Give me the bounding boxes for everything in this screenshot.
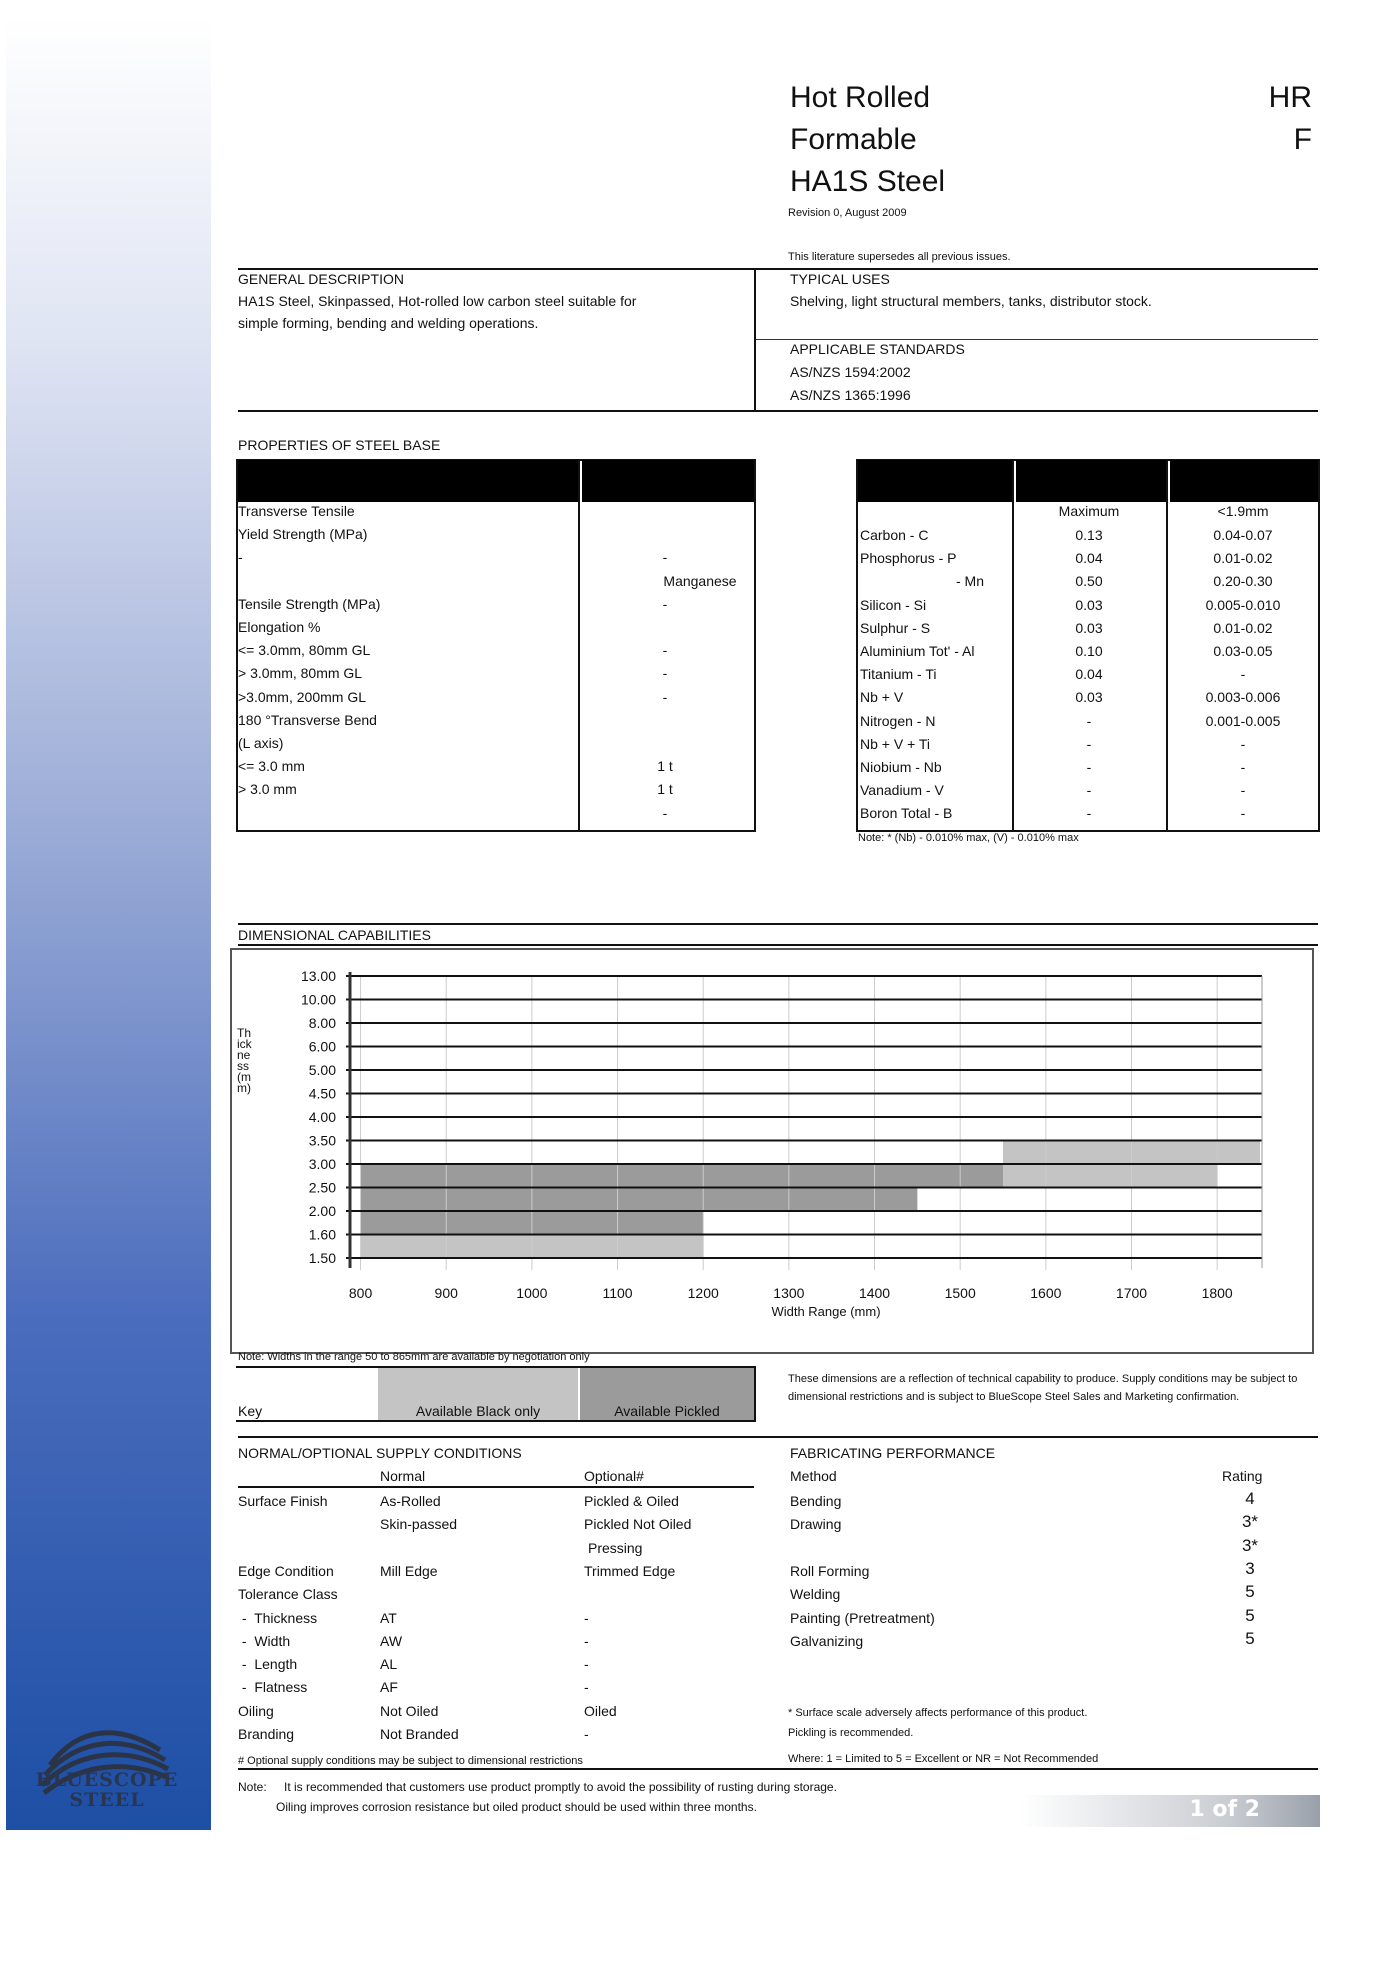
- x-tick-label: 1000: [516, 1285, 548, 1301]
- chem-range: -: [1240, 759, 1246, 775]
- key-black-label: Available Black only: [415, 1403, 541, 1419]
- chem-max: 0.03: [1075, 596, 1103, 613]
- mech-row-label: <= 3.0 mm: [238, 758, 305, 775]
- chem-max: -: [1086, 735, 1092, 752]
- dimensional-disclaimer-2: dimensional restrictions and is subject to BlueScope Steel Sales and Marketing confirmation.: [788, 1391, 1240, 1403]
- uses-heading: TYPICAL USES: [790, 271, 890, 287]
- chem-range: 0.01-0.02: [1213, 550, 1273, 567]
- fabricating-method: Painting (Pretreatment): [790, 1609, 935, 1626]
- chem-element: Boron Total - B: [860, 805, 953, 822]
- x-tick-label: 1700: [1115, 1285, 1148, 1301]
- divider: [754, 268, 756, 412]
- chem-max: 0.03: [1075, 689, 1103, 706]
- supply-heading: NORMAL/OPTIONAL SUPPLY CONDITIONS: [238, 1445, 522, 1461]
- fabricating-method: Welding: [790, 1586, 841, 1603]
- title-line-3: HA1S Steel: [790, 165, 946, 198]
- supply-row-optional: Oiled: [584, 1702, 617, 1719]
- table-border: [754, 460, 756, 832]
- chem-element: Sulphur - S: [860, 619, 931, 636]
- supply-row-optional: -: [584, 1632, 589, 1649]
- fabricating-rating: 4: [1245, 1489, 1255, 1508]
- mech-row-value: 1 t: [657, 781, 673, 798]
- table-border: [856, 460, 858, 832]
- logo-wordmark: BLUESCOPE STEEL: [35, 1769, 179, 1811]
- general-text-2: simple forming, bending and welding operations.: [238, 315, 539, 331]
- mech-row-label: Transverse Tensile: [238, 503, 355, 519]
- dimensional-chart: [232, 950, 1312, 1350]
- x-tick-label: 900: [434, 1285, 458, 1301]
- table-border: [1318, 460, 1320, 832]
- fabricating-method: Drawing: [790, 1516, 842, 1533]
- chem-max: 0.13: [1075, 527, 1103, 543]
- chart-y-axis-label: Thickness (mm): [237, 1026, 252, 1095]
- chem-element: Nb + V: [860, 689, 904, 706]
- mech-row-value: -: [662, 665, 668, 682]
- x-tick-label: 1400: [858, 1285, 891, 1301]
- mech-row-label: 180 °Transverse Bend: [238, 711, 377, 728]
- supply-row-optional: Pressing: [588, 1539, 643, 1556]
- footer-note-label: Note:: [238, 1780, 267, 1794]
- fabricating-note-2: Pickling is recommended.: [788, 1727, 914, 1739]
- y-tick-label: 2.00: [308, 1203, 336, 1219]
- mech-row-label: > 3.0 mm: [238, 781, 297, 798]
- supply-row-optional: Pickled & Oiled: [584, 1493, 679, 1509]
- chem-range: 0.01-0.02: [1213, 619, 1273, 636]
- fabricating-rating: 3*: [1241, 1535, 1259, 1555]
- chem-note: Note: * (Nb) - 0.010% max, (V) - 0.010% max: [858, 832, 1079, 844]
- divider: [238, 1486, 754, 1488]
- table-border: [578, 460, 580, 832]
- capability-region: [1003, 1164, 1217, 1188]
- divider: [238, 410, 1318, 412]
- y-tick-label: 1.50: [308, 1250, 336, 1266]
- fabricating-col-method: Method: [790, 1468, 837, 1484]
- y-tick-label: 10.00: [300, 991, 336, 1008]
- chem-max: 0.04: [1075, 550, 1103, 567]
- chem-max: -: [1086, 759, 1092, 775]
- supply-row-optional: -: [584, 1609, 589, 1626]
- supply-row-normal: AF: [380, 1679, 398, 1696]
- supply-row-normal: Mill Edge: [380, 1562, 438, 1579]
- title-line-2: Formable: [790, 123, 917, 156]
- supply-row-label: - Thickness: [238, 1609, 318, 1626]
- supply-row-label: - Width: [238, 1632, 291, 1649]
- divider: [236, 1420, 754, 1422]
- chem-header-bar: [1170, 460, 1320, 502]
- x-tick-label: 1200: [687, 1285, 719, 1301]
- chem-max: -: [1086, 805, 1092, 822]
- chem-range: 0.04-0.07: [1213, 527, 1273, 543]
- mech-row-value: 1 t: [657, 758, 673, 775]
- chem-element: Carbon - C: [860, 527, 929, 543]
- mech-row-value: -: [662, 595, 668, 612]
- mech-row-label: -: [238, 549, 243, 566]
- chem-element: - Mn: [956, 573, 984, 590]
- supply-row-optional: -: [584, 1656, 589, 1673]
- chem-range: 0.005-0.010: [1205, 596, 1281, 613]
- chem-element: Nb + V + Ti: [860, 735, 931, 752]
- footer-note-2: Oiling improves corrosion resistance but oiled product should be used within three months.: [276, 1800, 757, 1814]
- fabricating-note-1: * Surface scale adversely affects performance of this product.: [788, 1707, 1088, 1719]
- y-tick-label: 3.50: [308, 1132, 336, 1149]
- chem-element: Vanadium - V: [860, 782, 944, 799]
- uses-text: Shelving, light structural members, tanks, distributor stock.: [790, 293, 1152, 309]
- mech-row-label: > 3.0mm, 80mm GL: [238, 665, 363, 682]
- divider: [754, 1366, 756, 1422]
- y-tick-label: 1.60: [308, 1226, 336, 1243]
- chem-element: Niobium - Nb: [860, 759, 942, 775]
- supply-row-label: - Flatness: [238, 1679, 308, 1696]
- fabricating-rating: 5: [1245, 1605, 1255, 1625]
- chem-header-bar: [1016, 460, 1166, 502]
- supply-col-optional: Optional#: [584, 1468, 644, 1484]
- mech-row-value: -: [662, 549, 668, 566]
- supply-row-optional: -: [584, 1679, 589, 1696]
- mech-row-value: -: [662, 804, 668, 821]
- mech-row-label: Elongation %: [238, 619, 321, 635]
- x-tick-label: 1800: [1201, 1285, 1233, 1301]
- title-line-1: Hot Rolled: [790, 81, 931, 114]
- page-number: 1 of 2: [1189, 1797, 1260, 1822]
- supply-row-normal: As-Rolled: [380, 1493, 441, 1509]
- supply-row-normal: AT: [380, 1609, 397, 1626]
- chem-element: Phosphorus - P: [860, 550, 957, 567]
- y-tick-label: 3.00: [308, 1156, 336, 1172]
- code-f: F: [1293, 123, 1312, 156]
- mech-row-value: -: [662, 642, 668, 659]
- mech-row-value: -: [662, 688, 668, 705]
- supply-row-normal: Not Oiled: [380, 1702, 439, 1719]
- x-tick-label: 1300: [773, 1285, 805, 1301]
- chem-element: Titanium - Ti: [860, 666, 937, 683]
- supply-row-normal: AL: [380, 1656, 398, 1673]
- chem-range: 0.20-0.30: [1213, 573, 1273, 590]
- y-tick-label: 4.00: [308, 1109, 336, 1125]
- supply-footnote: # Optional supply conditions may be subject to dimensional restrictions: [238, 1755, 583, 1767]
- fabricating-rating: 3*: [1241, 1512, 1259, 1532]
- table-border: [236, 830, 756, 832]
- chem-max: 0.04: [1075, 666, 1103, 683]
- standards-heading: APPLICABLE STANDARDS: [790, 341, 965, 357]
- standard-item: AS/NZS 1365:1996: [790, 387, 911, 403]
- chem-max: -: [1086, 712, 1092, 729]
- x-tick-label: 1600: [1030, 1285, 1062, 1301]
- capability-region: [361, 1164, 1003, 1188]
- supply-row-label: Tolerance Class: [238, 1586, 338, 1603]
- chem-element: Silicon - Si: [860, 596, 927, 613]
- chem-col-max: Maximum: [1058, 503, 1120, 519]
- chem-range: -: [1240, 782, 1246, 799]
- y-tick-label: 2.50: [308, 1179, 336, 1196]
- dimensional-heading: DIMENSIONAL CAPABILITIES: [238, 927, 431, 943]
- capability-region: [361, 1188, 918, 1212]
- supply-col-normal: Normal: [380, 1468, 426, 1484]
- fabricating-rating: 5: [1245, 1628, 1255, 1648]
- general-heading: GENERAL DESCRIPTION: [238, 271, 404, 287]
- chem-range: -: [1240, 666, 1246, 683]
- supply-row-normal: AW: [380, 1632, 403, 1649]
- divider: [238, 944, 1318, 946]
- chem-element: Nitrogen - N: [860, 712, 936, 729]
- y-tick-label: 8.00: [308, 1015, 336, 1031]
- fabricating-rating: 3: [1245, 1558, 1255, 1578]
- x-tick-label: 1100: [602, 1285, 633, 1301]
- fabricating-method: Bending: [790, 1493, 842, 1509]
- chem-range: -: [1240, 735, 1246, 752]
- chem-range: 0.03-0.05: [1213, 643, 1273, 659]
- y-tick-label: 13.00: [300, 968, 336, 984]
- footer-note-1: It is recommended that customers use product promptly to avoid the possibility of rusting during storage.: [284, 1780, 837, 1794]
- fabricating-method: Roll Forming: [790, 1562, 870, 1579]
- mech-header-bar: [236, 460, 578, 502]
- supply-row-normal: Skin-passed: [380, 1516, 458, 1533]
- chem-col-range: <1.9mm: [1217, 503, 1269, 519]
- chem-element: Aluminium Tot' - Al: [860, 643, 975, 659]
- supply-row-normal: Not Branded: [380, 1726, 459, 1742]
- supply-row-optional: Pickled Not Oiled: [584, 1516, 692, 1533]
- properties-heading: PROPERTIES OF STEEL BASE: [238, 437, 441, 453]
- fabricating-legend: Where: 1 = Limited to 5 = Excellent or NR = Not Recommended: [788, 1753, 1099, 1765]
- fabricating-method: Galvanizing: [790, 1632, 864, 1649]
- x-tick-label: 800: [348, 1285, 373, 1301]
- divider: [238, 923, 1318, 925]
- y-tick-label: 6.00: [308, 1038, 336, 1055]
- chem-max: -: [1086, 782, 1092, 799]
- mech-row-label: (L axis): [238, 735, 284, 751]
- chem-max: 0.10: [1075, 643, 1103, 659]
- mech-row-label: >3.0mm, 200mm GL: [238, 688, 366, 705]
- chem-range: -: [1240, 805, 1246, 822]
- key-label: Key: [238, 1403, 263, 1419]
- fabricating-heading: FABRICATING PERFORMANCE: [790, 1445, 996, 1461]
- supply-row-label: Branding: [238, 1726, 295, 1742]
- chem-max: 0.03: [1075, 619, 1103, 636]
- supply-row-label: - Length: [238, 1656, 298, 1673]
- mech-row-label: <= 3.0mm, 80mm GL: [238, 642, 371, 659]
- supply-row-optional: -: [584, 1726, 589, 1742]
- x-axis-label: Width Range (mm): [771, 1304, 881, 1319]
- chem-range: 0.001-0.005: [1205, 712, 1281, 729]
- chem-range: 0.003-0.006: [1205, 689, 1281, 706]
- page-indicator: [1020, 1795, 1320, 1827]
- divider: [238, 1768, 1318, 1770]
- x-tick-label: 1500: [944, 1285, 976, 1301]
- chem-max: 0.50: [1075, 573, 1103, 590]
- supply-row-optional: Trimmed Edge: [584, 1562, 676, 1579]
- revision-text: Revision 0, August 2009: [788, 207, 907, 219]
- chem-header-bar: [856, 460, 1012, 502]
- dimensional-disclaimer-1: These dimensions are a reflection of technical capability to produce. Supply conditions may be subject to: [788, 1373, 1298, 1385]
- y-tick-label: 5.00: [308, 1062, 336, 1078]
- divider: [238, 1436, 1318, 1438]
- key-pickled-label: Available Pickled: [614, 1403, 720, 1419]
- mech-header-bar: [582, 460, 754, 502]
- standard-item: AS/NZS 1594:2002: [790, 364, 911, 380]
- dimensional-note: Note: Widths in the range 50 to 865mm are available by negotiation only: [238, 1351, 590, 1363]
- fabricating-col-rating: Rating: [1222, 1468, 1263, 1484]
- supply-row-label: Oiling: [238, 1702, 274, 1719]
- supersedes-text: This literature supersedes all previous issues.: [788, 251, 1011, 263]
- mech-row-label: Yield Strength (MPa): [238, 526, 368, 543]
- mech-row-value: Manganese: [663, 572, 737, 589]
- supply-row-label: Edge Condition: [238, 1562, 334, 1579]
- y-tick-label: 4.50: [308, 1085, 336, 1102]
- code-hr: HR: [1268, 81, 1312, 114]
- sidebar-gradient: [6, 18, 211, 1830]
- fabricating-rating: 5: [1245, 1582, 1255, 1602]
- mech-row-label: Tensile Strength (MPa): [238, 595, 381, 612]
- supply-row-label: Surface Finish: [238, 1493, 328, 1509]
- general-text-1: HA1S Steel, Skinpassed, Hot-rolled low carbon steel suitable for: [238, 293, 637, 309]
